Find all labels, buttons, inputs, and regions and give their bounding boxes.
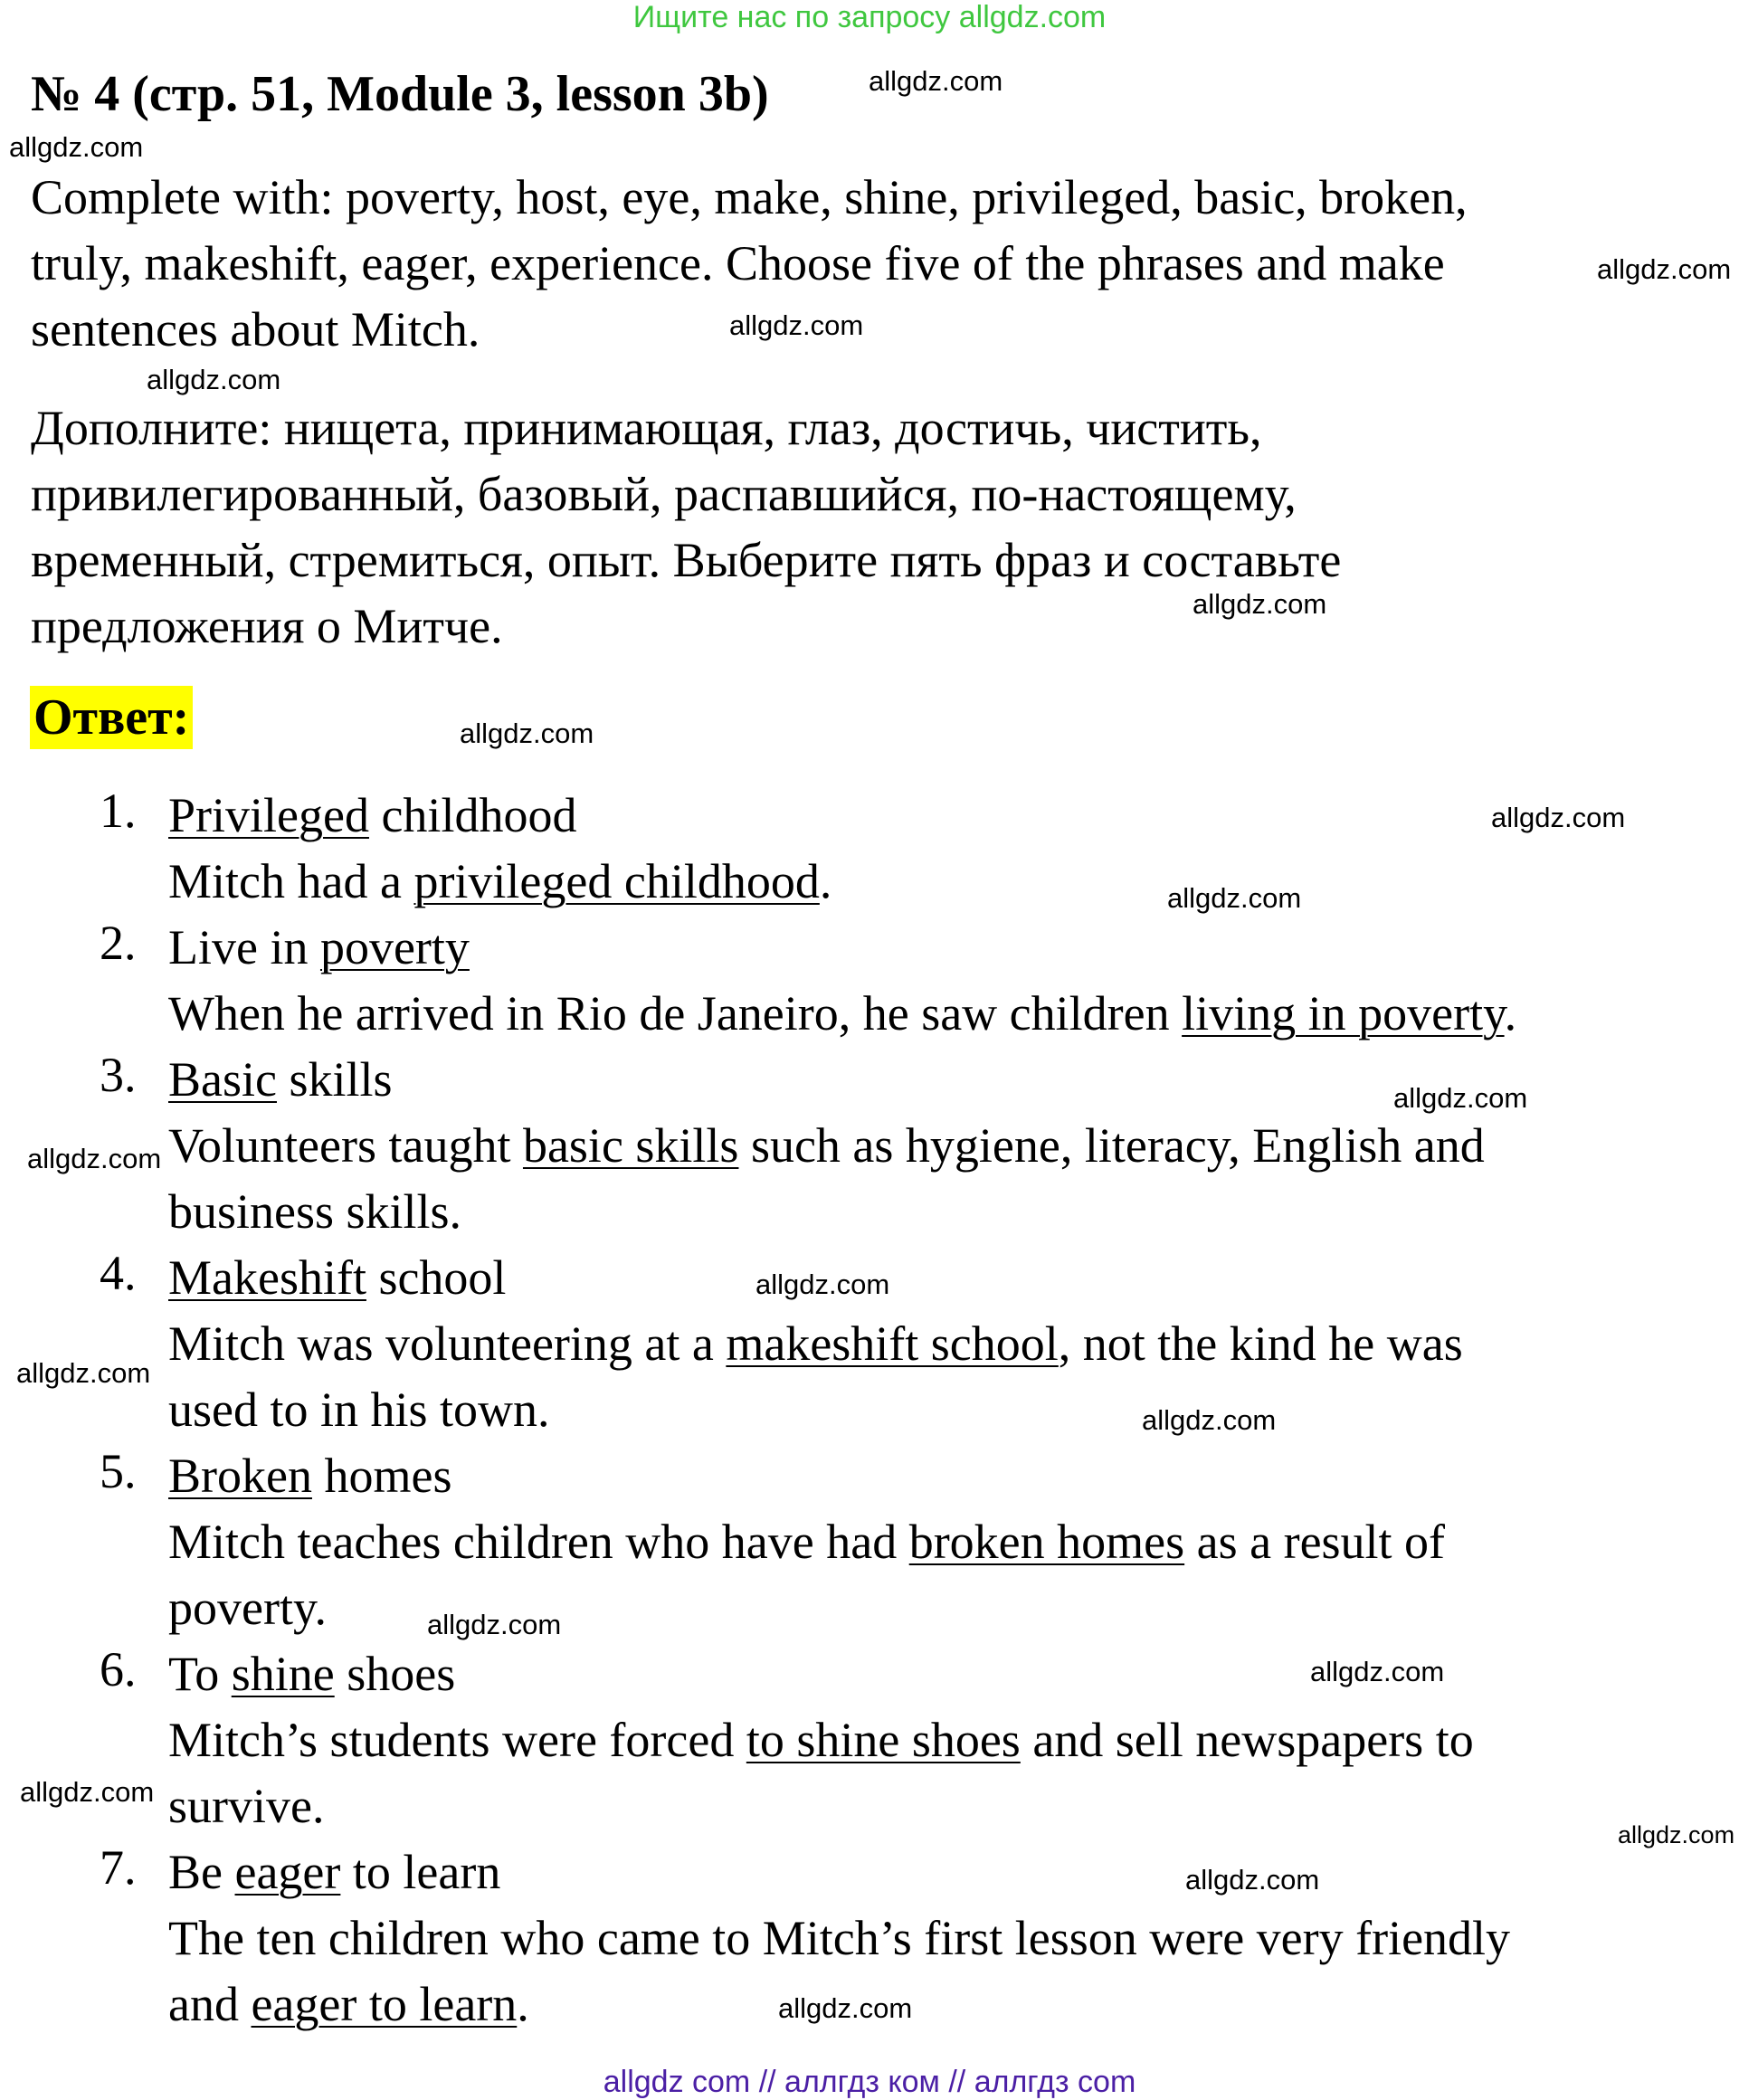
watermark: allgdz.com: [147, 364, 281, 395]
item-2-phrase: Live in poverty: [168, 920, 470, 974]
page-title: № 4 (стр. 51, Module 3, lesson 3b): [31, 66, 769, 122]
item-4-sentence-cont: used to in his town.: [168, 1383, 550, 1437]
watermark: allgdz.com: [729, 309, 864, 341]
item-7-sentence-cont: and eager to learn.: [168, 1977, 529, 2031]
watermark: allgdz.com: [460, 717, 594, 749]
item-6-number: 6.: [100, 1642, 137, 1696]
answer-label: Ответ:: [30, 686, 193, 749]
item-5-sentence: Mitch teaches children who have had broken homes as a result of: [168, 1515, 1446, 1569]
watermark: allgdz.com: [1193, 588, 1327, 620]
watermark: allgdz.com: [27, 1143, 162, 1174]
item-3-sentence-cont: business skills.: [168, 1184, 462, 1239]
item-7-sentence: The ten children who came to Mitch’s first lesson were very friendly: [168, 1911, 1511, 1965]
top-banner: Ищите нас по запросу allgdz.com: [632, 0, 1107, 34]
task-en-line-2: truly, makeshift, eager, experience. Choose five of the phrases and make: [31, 236, 1445, 290]
watermark: allgdz.com: [20, 1776, 155, 1808]
task-ru-line-2: привилегированный, базовый, распавшийся, по-настоящему,: [31, 467, 1297, 521]
watermark: allgdz.com: [16, 1357, 151, 1389]
watermark: allgdz.com: [869, 65, 1003, 97]
item-5-sentence-cont: poverty.: [168, 1581, 327, 1635]
item-6-phrase: To shine shoes: [168, 1647, 456, 1701]
item-4-phrase: Makeshift school: [168, 1250, 507, 1305]
item-3-number: 3.: [100, 1048, 137, 1102]
watermark: allgdz.com: [1310, 1656, 1445, 1687]
item-4-number: 4.: [100, 1246, 137, 1300]
watermark: allgdz.com: [1393, 1082, 1528, 1114]
task-ru-line-3: временный, стремиться, опыт. Выберите пять фраз и составьте: [31, 533, 1342, 587]
item-2-sentence: When he arrived in Rio de Janeiro, he saw children living in poverty.: [168, 986, 1517, 1040]
watermark: allgdz.com: [1597, 253, 1732, 285]
task-ru-line-1: Дополните: нищета, принимающая, глаз, достичь, чистить,: [31, 401, 1262, 455]
watermark: allgdz.com: [427, 1609, 562, 1640]
watermark: allgdz.com: [1167, 882, 1302, 914]
watermark: allgdz.com: [778, 1992, 913, 2024]
item-2-number: 2.: [100, 916, 137, 970]
item-1-sentence: Mitch had a privileged childhood.: [168, 854, 832, 908]
task-ru-line-4: предложения о Митче.: [31, 599, 503, 653]
watermark: allgdz.com: [1142, 1404, 1277, 1436]
item-7-phrase: Be eager to learn: [168, 1845, 501, 1899]
item-1-phrase: Privileged childhood: [168, 788, 577, 842]
item-4-sentence: Mitch was volunteering at a makeshift school, not the kind he was: [168, 1316, 1463, 1371]
item-6-sentence-cont: survive.: [168, 1779, 325, 1833]
item-7-number: 7.: [100, 1840, 137, 1895]
task-en-line-1: Complete with: poverty, host, eye, make, shine, privileged, basic, broken,: [31, 170, 1468, 224]
watermark: allgdz.com: [1618, 1821, 1735, 1848]
footer-banner: allgdz com // аллгдз ком // аллгдз com: [603, 2065, 1136, 2099]
item-3-phrase: Basic skills: [168, 1052, 393, 1107]
item-6-sentence: Mitch’s students were forced to shine shoes and sell newspapers to: [168, 1713, 1474, 1767]
task-en-line-3: sentences about Mitch.: [31, 302, 480, 356]
watermark: allgdz.com: [1491, 802, 1626, 833]
item-3-sentence: Volunteers taught basic skills such as hygiene, literacy, English and: [168, 1118, 1485, 1173]
watermark: allgdz.com: [9, 131, 144, 163]
watermark: allgdz.com: [1185, 1864, 1320, 1896]
item-5-number: 5.: [100, 1444, 137, 1498]
watermark: allgdz.com: [755, 1269, 890, 1300]
item-5-phrase: Broken homes: [168, 1449, 452, 1503]
item-1-number: 1.: [100, 784, 137, 838]
